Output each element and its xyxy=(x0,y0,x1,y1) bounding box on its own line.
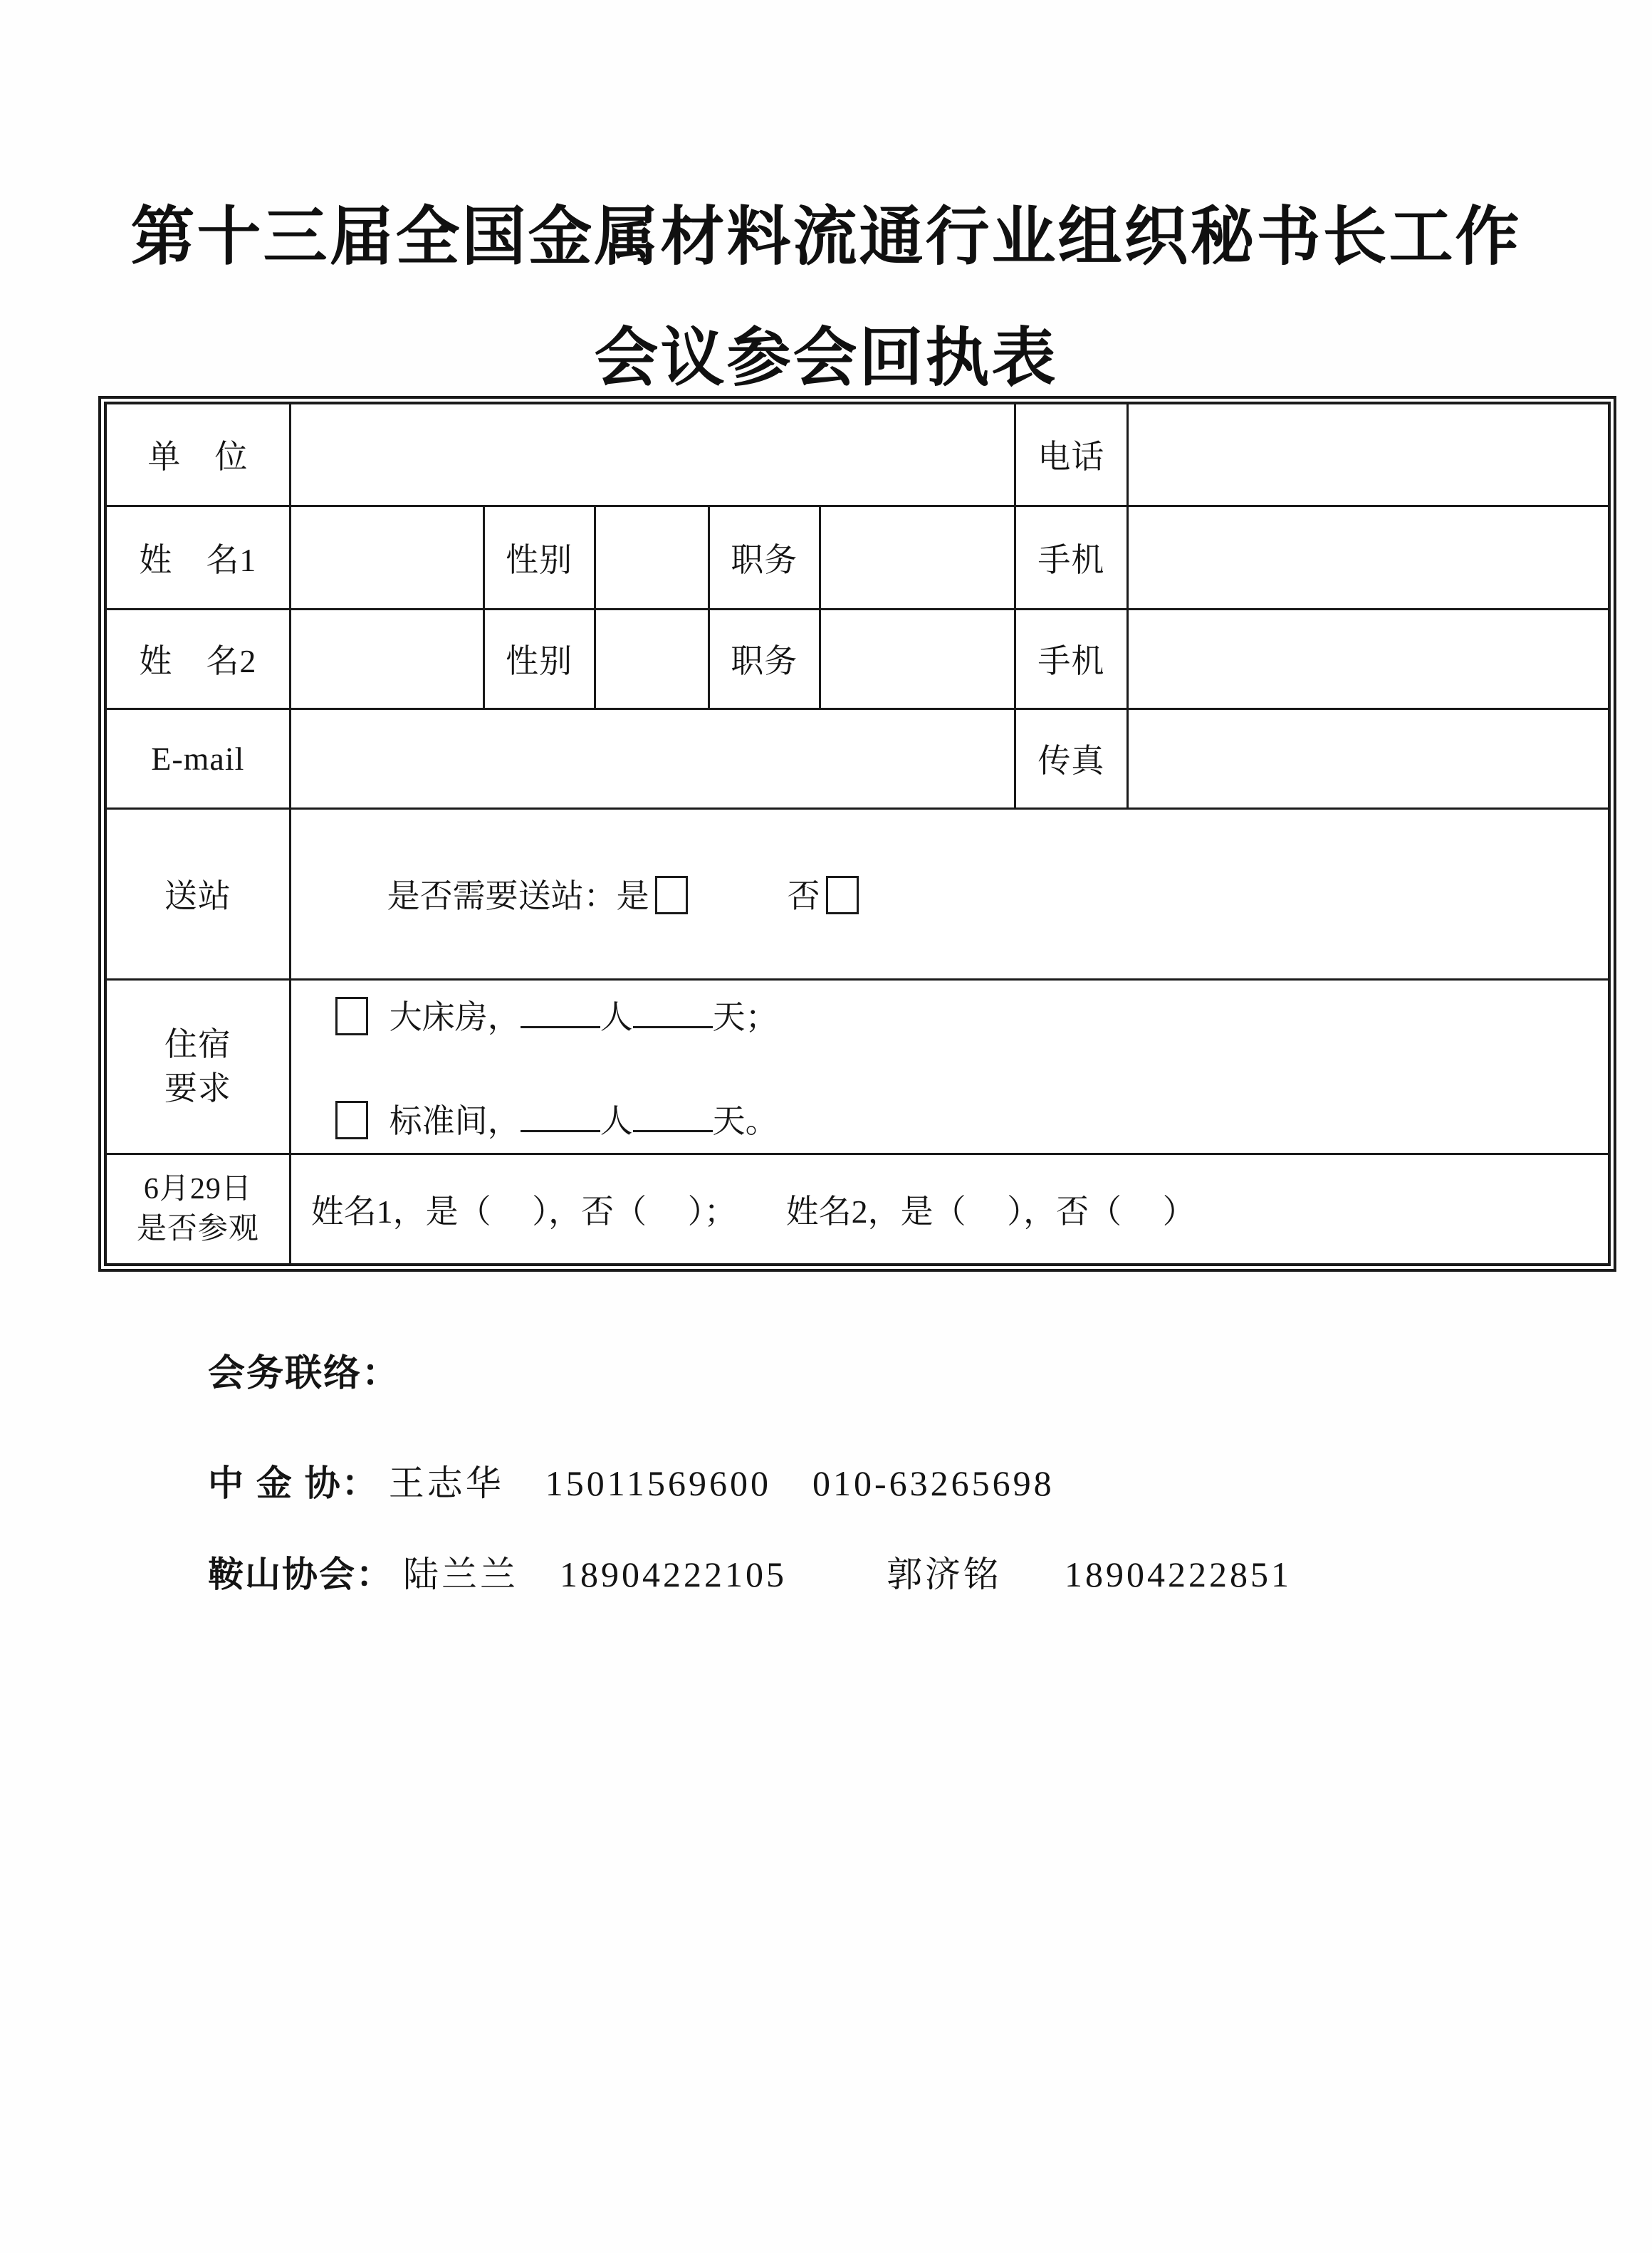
email-row xyxy=(107,709,1608,808)
name1-row xyxy=(107,506,1608,609)
page-title xyxy=(0,177,1652,419)
gender1-label: 性别 xyxy=(483,506,595,609)
name1-value-cell xyxy=(290,506,483,609)
contact-section xyxy=(208,1343,1292,1597)
phone-value-cell xyxy=(1127,404,1608,506)
anshan-mobile-number-2: 18904222851 xyxy=(1065,1554,1292,1594)
name2-row xyxy=(107,609,1608,709)
lodging-options-cell xyxy=(290,979,1608,1154)
shuttle-label: 送站 xyxy=(107,808,290,979)
position2-value-cell xyxy=(820,609,1015,709)
position2-label: 职务 xyxy=(709,609,820,709)
visit-label xyxy=(107,1154,290,1263)
kingbed-label: 大床房， xyxy=(389,998,521,1035)
standard-people-unit: 人 xyxy=(600,1102,633,1139)
visit-label-line2: 是否参观 xyxy=(136,1212,259,1245)
cmra-mobile-number: 15011569600 xyxy=(545,1463,771,1503)
shuttle-yes-checkbox-icon[interactable] xyxy=(655,876,688,914)
mobile1-label: 手机 xyxy=(1015,506,1127,609)
kingbed-days-blank-line xyxy=(633,998,713,1028)
visit-label-line1: 6月29日 xyxy=(143,1172,252,1206)
mobile2-value-cell xyxy=(1127,609,1608,709)
name2-value-cell xyxy=(290,609,483,709)
contact-heading: 会务联络： xyxy=(208,1353,401,1394)
shuttle-question: 是否需要送站： xyxy=(387,878,617,914)
anshan-mobile-number-1: 18904222105 xyxy=(560,1554,787,1594)
standard-days-blank-line xyxy=(633,1102,713,1132)
cmra-org-label: 中 金 协： xyxy=(208,1463,379,1503)
shuttle-row xyxy=(107,808,1608,979)
anshan-contact-name-2: 郭济铭 xyxy=(887,1554,1002,1594)
shuttle-yes-label: 是 xyxy=(616,878,649,914)
cmra-phone-number: 010-63265698 xyxy=(812,1463,1055,1503)
visit-answer-cell: 姓名1，是（ ），否（ ）； 姓名2，是（ ），否（ ） xyxy=(290,1154,1608,1263)
lodging-label xyxy=(107,979,290,1154)
lodging-label-line2: 要求 xyxy=(164,1070,231,1107)
cmra-contact-name: 王志华 xyxy=(388,1463,504,1503)
email-value-cell xyxy=(290,709,1015,808)
name2-label: 姓 名2 xyxy=(107,609,290,709)
name1-label: 姓 名1 xyxy=(107,506,290,609)
standard-label: 标准间， xyxy=(389,1102,521,1139)
gender1-value-cell xyxy=(595,506,709,609)
fax-label: 传真 xyxy=(1015,709,1127,808)
anshan-org-label: 鞍山协会： xyxy=(208,1554,393,1594)
fax-value-cell xyxy=(1127,709,1608,808)
lodging-label-line1: 住宿 xyxy=(164,1025,231,1062)
lodging-option-kingbed xyxy=(335,991,1608,1038)
visit-row xyxy=(107,1154,1608,1263)
email-label: E-mail xyxy=(107,709,290,808)
mobile1-value-cell xyxy=(1127,506,1608,609)
phone-label: 电话 xyxy=(1015,404,1127,506)
unit-value-cell xyxy=(290,404,1015,506)
kingbed-days-unit: 天； xyxy=(712,998,778,1035)
shuttle-no-checkbox-icon[interactable] xyxy=(826,876,859,914)
contact-line-anshan xyxy=(208,1546,1292,1597)
kingbed-people-unit: 人 xyxy=(600,998,633,1035)
standard-checkbox-icon[interactable] xyxy=(335,1101,368,1139)
lodging-row xyxy=(107,979,1608,1154)
mobile2-label: 手机 xyxy=(1015,609,1127,709)
title-line-1: 第十三届全国金属材料流通行业组织秘书长工作 xyxy=(130,202,1522,273)
position1-label: 职务 xyxy=(709,506,820,609)
shuttle-no-label: 否 xyxy=(787,878,820,914)
reply-form-grid xyxy=(107,404,1608,1263)
anshan-contact-name-1: 陆兰兰 xyxy=(403,1554,518,1594)
shuttle-question-cell xyxy=(290,808,1608,979)
lodging-option-standard xyxy=(335,1095,1608,1142)
standard-days-unit: 天。 xyxy=(712,1102,778,1139)
kingbed-checkbox-icon[interactable] xyxy=(335,997,368,1035)
unit-label: 单 位 xyxy=(107,404,290,506)
kingbed-people-blank-line xyxy=(521,998,600,1028)
position1-value-cell xyxy=(820,506,1015,609)
standard-people-blank-line xyxy=(521,1102,600,1132)
reply-form-table xyxy=(98,396,1616,1272)
title-line-2: 会议参会回执表 xyxy=(594,323,1058,394)
unit-row xyxy=(107,404,1608,506)
gender2-label: 性别 xyxy=(483,609,595,709)
contact-line-cmra xyxy=(208,1455,1292,1506)
gender2-value-cell xyxy=(595,609,709,709)
